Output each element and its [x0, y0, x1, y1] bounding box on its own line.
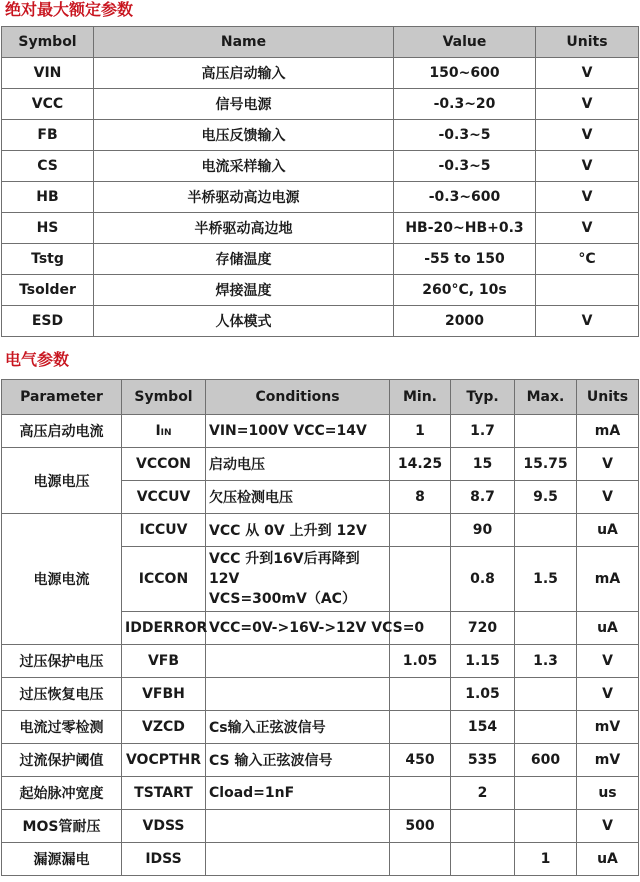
abs-max-ratings-table — [1, 26, 639, 337]
cell-symbol — [122, 415, 206, 448]
cell-symbol: VOCPTHR — [122, 744, 206, 777]
header-value: Value — [394, 27, 536, 58]
table-row — [2, 213, 639, 244]
cell-value: HB-20~HB+0.3 — [394, 213, 536, 244]
cell-units: V — [577, 678, 639, 711]
cell-conditions — [206, 645, 390, 678]
cell-symbol: Tsolder — [2, 275, 94, 306]
cell-symbol: CS — [2, 151, 94, 182]
cell-min — [390, 711, 451, 744]
cell-units: V — [536, 306, 639, 337]
table-row — [2, 244, 639, 275]
table-row — [2, 275, 639, 306]
condition-line-1: VCC 升到16V后再降到12V — [209, 551, 360, 587]
cell-symbol: ICCON — [122, 547, 206, 612]
cell-typ: 2 — [451, 777, 515, 810]
cell-units: °C — [536, 244, 639, 275]
cell-max: 1 — [515, 843, 577, 876]
cell-units — [536, 275, 639, 306]
cell-min: 500 — [390, 810, 451, 843]
abs-max-ratings-title: 绝对最大额定参数 — [5, 0, 134, 19]
table-row — [2, 58, 639, 89]
cell-conditions: VCC 从 0V 上升到 12V — [206, 514, 390, 547]
cell-max — [515, 810, 577, 843]
cell-max — [515, 415, 577, 448]
cell-typ — [451, 810, 515, 843]
cell-name: 人体模式 — [94, 306, 394, 337]
table-row — [2, 645, 639, 678]
cell-units: uA — [577, 514, 639, 547]
cell-units: mV — [577, 711, 639, 744]
table-row — [2, 711, 639, 744]
cell-symbol: VIN — [2, 58, 94, 89]
cell-min — [390, 514, 451, 547]
cell-min — [390, 678, 451, 711]
cell-name: 焊接温度 — [94, 275, 394, 306]
cell-conditions: 启动电压 — [206, 448, 390, 481]
cell-value: -55 to 150 — [394, 244, 536, 275]
header-parameter: Parameter — [2, 380, 122, 415]
cell-symbol: IDDERROR — [122, 612, 206, 645]
cell-typ: 1.05 — [451, 678, 515, 711]
header-typ: Typ. — [451, 380, 515, 415]
header-name: Name — [94, 27, 394, 58]
cell-typ — [451, 843, 515, 876]
cell-units: V — [577, 448, 639, 481]
table-row — [2, 810, 639, 843]
cell-name: 半桥驱动高边地 — [94, 213, 394, 244]
cell-typ: 720 — [451, 612, 515, 645]
table-row — [2, 678, 639, 711]
cell-value: 150~600 — [394, 58, 536, 89]
cell-units: mV — [577, 744, 639, 777]
cell-value: -0.3~5 — [394, 120, 536, 151]
cell-symbol: VDSS — [122, 810, 206, 843]
cell-symbol: HB — [2, 182, 94, 213]
header-units: Units — [536, 27, 639, 58]
cell-max: 600 — [515, 744, 577, 777]
header-max: Max. — [515, 380, 577, 415]
cell-units: mA — [577, 415, 639, 448]
cell-parameter: 电源电压 — [2, 448, 122, 514]
condition-line-2: VCS=300mV（AC） — [209, 591, 356, 607]
cell-name: 半桥驱动高边电源 — [94, 182, 394, 213]
cell-symbol: VCCUV — [122, 481, 206, 514]
table-row — [2, 306, 639, 337]
cell-conditions — [206, 678, 390, 711]
cell-min: 1.05 — [390, 645, 451, 678]
cell-max — [515, 678, 577, 711]
header-min: Min. — [390, 380, 451, 415]
cell-parameter: 电源电流 — [2, 514, 122, 645]
cell-symbol: VCC — [2, 89, 94, 120]
cell-value: 2000 — [394, 306, 536, 337]
cell-min — [390, 777, 451, 810]
cell-symbol: VCCON — [122, 448, 206, 481]
cell-max — [515, 711, 577, 744]
cell-conditions — [206, 810, 390, 843]
cell-units: V — [536, 89, 639, 120]
cell-units: uA — [577, 612, 639, 645]
table-row — [2, 744, 639, 777]
table-row — [2, 120, 639, 151]
cell-units: V — [536, 151, 639, 182]
cell-conditions: 欠压检测电压 — [206, 481, 390, 514]
cell-parameter: 过流保护阈值 — [2, 744, 122, 777]
cell-symbol: VFBH — [122, 678, 206, 711]
cell-min: 14.25 — [390, 448, 451, 481]
cell-name: 电压反馈输入 — [94, 120, 394, 151]
cell-parameter: 电流过零检测 — [2, 711, 122, 744]
cell-conditions — [206, 547, 390, 612]
cell-typ: 0.8 — [451, 547, 515, 612]
cell-symbol: VFB — [122, 645, 206, 678]
cell-max — [515, 514, 577, 547]
cell-conditions: Cs输入正弦波信号 — [206, 711, 390, 744]
cell-parameter: 过压保护电压 — [2, 645, 122, 678]
cell-value: 260°C, 10s — [394, 275, 536, 306]
cell-max: 9.5 — [515, 481, 577, 514]
cell-max: 15.75 — [515, 448, 577, 481]
cell-conditions: VIN=100V VCC=14V — [206, 415, 390, 448]
cell-max — [515, 777, 577, 810]
cell-units: V — [577, 645, 639, 678]
cell-typ: 154 — [451, 711, 515, 744]
cell-name: 高压启动输入 — [94, 58, 394, 89]
cell-symbol: ESD — [2, 306, 94, 337]
table-header-row — [2, 380, 639, 415]
cell-symbol: FB — [2, 120, 94, 151]
cell-typ: 535 — [451, 744, 515, 777]
header-conditions: Conditions — [206, 380, 390, 415]
cell-symbol: Tstg — [2, 244, 94, 275]
table-row — [2, 514, 639, 547]
cell-name: 存储温度 — [94, 244, 394, 275]
cell-units: V — [577, 481, 639, 514]
cell-min: 1 — [390, 415, 451, 448]
electrical-params-table — [1, 379, 639, 876]
cell-parameter: 高压启动电流 — [2, 415, 122, 448]
cell-parameter: 漏源漏电 — [2, 843, 122, 876]
cell-max: 1.5 — [515, 547, 577, 612]
cell-typ: 1.15 — [451, 645, 515, 678]
header-units: Units — [577, 380, 639, 415]
cell-min — [390, 843, 451, 876]
table-row — [2, 151, 639, 182]
cell-units: V — [536, 120, 639, 151]
cell-max: 1.3 — [515, 645, 577, 678]
cell-units: mA — [577, 547, 639, 612]
cell-units: V — [577, 810, 639, 843]
cell-symbol: ICCUV — [122, 514, 206, 547]
cell-name: 电流采样输入 — [94, 151, 394, 182]
table-row — [2, 843, 639, 876]
table-row — [2, 89, 639, 120]
cell-min: 8 — [390, 481, 451, 514]
cell-symbol: HS — [2, 213, 94, 244]
header-symbol: Symbol — [2, 27, 94, 58]
cell-conditions — [206, 843, 390, 876]
cell-conditions: VCC=0V->16V->12V VCS=0 — [206, 612, 390, 645]
cell-min: 450 — [390, 744, 451, 777]
symbol-subscript: IN — [160, 428, 172, 438]
cell-symbol: IDSS — [122, 843, 206, 876]
table-row — [2, 415, 639, 448]
cell-value: -0.3~5 — [394, 151, 536, 182]
cell-value: -0.3~600 — [394, 182, 536, 213]
cell-value: -0.3~20 — [394, 89, 536, 120]
electrical-params-title: 电气参数 — [5, 350, 70, 369]
cell-units: uA — [577, 843, 639, 876]
cell-parameter: 过压恢复电压 — [2, 678, 122, 711]
cell-parameter: 起始脉冲宽度 — [2, 777, 122, 810]
table-row — [2, 182, 639, 213]
cell-typ: 15 — [451, 448, 515, 481]
cell-name: 信号电源 — [94, 89, 394, 120]
table-row — [2, 448, 639, 481]
cell-typ: 1.7 — [451, 415, 515, 448]
cell-units: V — [536, 213, 639, 244]
cell-units: V — [536, 58, 639, 89]
table-row — [2, 777, 639, 810]
cell-units: V — [536, 182, 639, 213]
header-symbol: Symbol — [122, 380, 206, 415]
cell-typ: 8.7 — [451, 481, 515, 514]
table-header-row — [2, 27, 639, 58]
symbol-main: I — [155, 423, 161, 439]
cell-conditions: Cload=1nF — [206, 777, 390, 810]
cell-symbol: VZCD — [122, 711, 206, 744]
cell-typ: 90 — [451, 514, 515, 547]
cell-min — [390, 547, 451, 612]
cell-conditions: CS 输入正弦波信号 — [206, 744, 390, 777]
cell-symbol: TSTART — [122, 777, 206, 810]
cell-parameter: MOS管耐压 — [2, 810, 122, 843]
cell-units: us — [577, 777, 639, 810]
cell-max — [515, 612, 577, 645]
